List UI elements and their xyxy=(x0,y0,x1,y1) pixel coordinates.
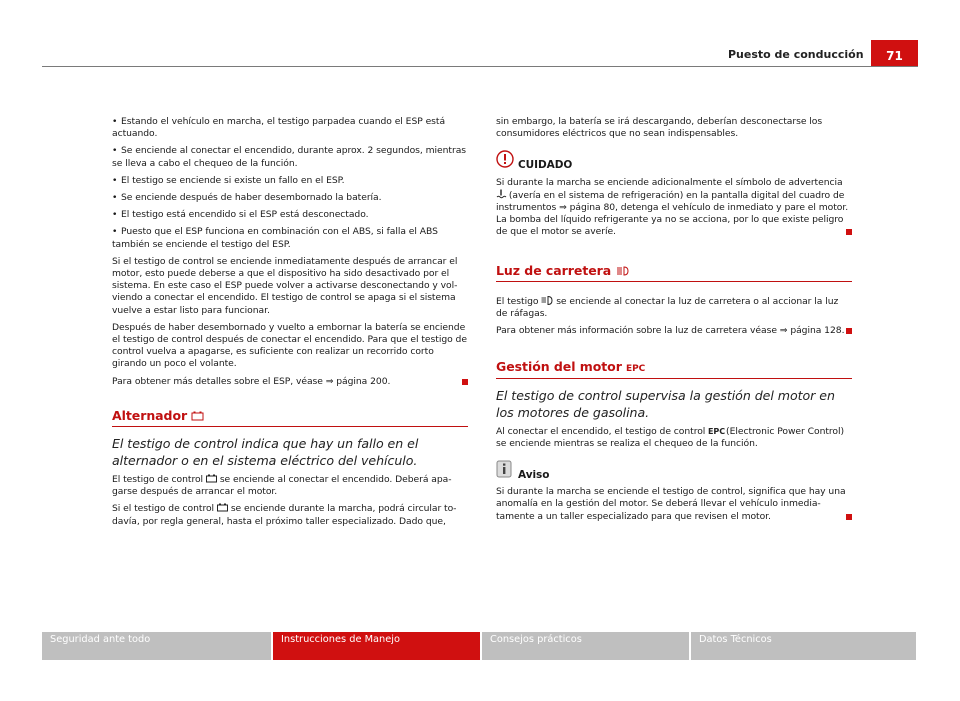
battery-icon xyxy=(191,411,204,421)
battery-icon xyxy=(217,503,228,512)
footer-tabs xyxy=(42,632,918,660)
end-marker xyxy=(846,514,852,520)
section-lead: El testigo de control supervisa la gestión del motor en los motores de gasolina. xyxy=(496,387,835,420)
tab-consejos[interactable]: Consejos prácticos xyxy=(482,632,689,660)
aviso-box xyxy=(496,464,852,523)
svg-text:EPC: EPC xyxy=(626,364,646,375)
paragraph: El testigo de control se enciende al conectar el encendido. Deberá apagarse después de arrancar el motor. xyxy=(112,474,452,498)
warning-icon xyxy=(496,150,514,168)
right-column xyxy=(496,116,852,528)
tab-datos[interactable]: Datos Técnicos xyxy=(691,632,916,660)
paragraph: Después de haber desembornado y vuelto a embornar la batería se enciende el testigo de control después de conectar el encendido. Para que el testigo de control vuelva a apagarse, es suficiente con realizar un recorrido corto girando un poco el volante. xyxy=(112,321,467,370)
high-beam-icon xyxy=(541,296,553,305)
paragraph: Si el testigo de control se enciende durante la marcha, podrá circular todavía, por regla general, hasta el próximo taller especializado. Dado que, xyxy=(112,503,457,527)
info-icon xyxy=(496,460,512,478)
cuidado-text: Si durante la marcha se enciende adicionalmente el símbolo de advertencia (avería en el sistema de refrigeración) en la pantalla digital del cuadro de instrumentos ⇒ página 80, detenga el vehículo de inmediato y pare el motor. La bomba del líquido refrigerante ya no se acciona, por lo que existe peligro de que el motor se averíe. xyxy=(496,177,852,239)
cuidado-title: CUIDADO xyxy=(518,159,573,172)
paragraph: Si el testigo de control se enciende inmediatamente después de arrancar el motor, esto puede deberse a que el dispositivo ha sido desactivado por el sistema. En este caso el ESP puede volver a activarse desconectando y volviendo a conectar el encendido. El testigo de control se apaga si el sistema vuelve a estar listo para funcionar. xyxy=(112,255,458,316)
section-heading-alternador: Alternador xyxy=(112,410,468,422)
epc-icon xyxy=(626,362,646,375)
paragraph: Al conectar el encendido, el testigo de control EPC (Electronic Power Control) se enciende mientras se realiza el chequeo de la función. xyxy=(496,425,845,449)
bullet-item: • Estando el vehículo en marcha, el testigo parpadea cuando el ESP está actuando. xyxy=(112,116,446,140)
cuidado-box xyxy=(496,154,852,238)
coolant-temperature-icon xyxy=(496,189,506,199)
end-marker xyxy=(462,379,468,385)
section-rule xyxy=(496,281,852,282)
page-number: 71 xyxy=(871,40,918,67)
end-marker xyxy=(846,328,852,334)
paragraph: Para obtener más información sobre la luz de carretera véase ⇒ página 128. xyxy=(496,325,852,337)
bullet-item: • Puesto que el ESP funciona en combinación con el ABS, si falla el ABS también se enciende el testigo del ESP. xyxy=(112,226,438,250)
section-rule xyxy=(112,426,468,427)
battery-icon xyxy=(206,474,217,483)
section-heading-luz-carretera: Luz de carretera xyxy=(496,265,852,277)
end-marker xyxy=(846,229,852,235)
section-lead: El testigo de control indica que hay un fallo en el alternador o en el sistema eléctrico del vehículo. xyxy=(112,436,419,469)
paragraph: El testigo se enciende al conectar la luz de carretera o al accionar la luz de ráfagas. xyxy=(496,295,839,320)
section-heading-gestion-motor: Gestión del motor EPC xyxy=(496,359,646,375)
aviso-title: Aviso xyxy=(518,469,550,482)
svg-text:EPC: EPC xyxy=(708,426,726,436)
page-header-title: Puesto de conducción xyxy=(728,48,864,61)
bullet-item: • Se enciende después de haber desembornado la batería. xyxy=(112,192,382,204)
header-rule xyxy=(42,66,918,67)
paragraph-esp-ref: Para obtener más detalles sobre el ESP, véase ⇒ página 200. xyxy=(112,376,468,388)
bullet-item: • Se enciende al conectar el encendido, durante aprox. 2 segundos, mientras se lleva a cabo el chequeo de la función. xyxy=(112,145,467,169)
tab-instrucciones[interactable]: Instrucciones de Manejo xyxy=(273,632,480,660)
aviso-text: Si durante la marcha se enciende el testigo de control, significa que hay una anomalía en la gestión del motor. Se deberá llevar el vehículo inmediatamente a un taller especializado para que revisen el motor. xyxy=(496,486,852,523)
paragraph: sin embargo, la batería se irá descargando, deberían desconectarse los consumidores eléctricos que no sean indispensables. xyxy=(496,116,823,140)
bullet-item: • El testigo se enciende si existe un fallo en el ESP. xyxy=(112,174,345,186)
epc-icon xyxy=(708,426,726,436)
high-beam-icon xyxy=(616,266,630,276)
tab-seguridad[interactable]: Seguridad ante todo xyxy=(42,632,271,660)
left-column xyxy=(112,116,468,533)
section-rule xyxy=(496,378,852,379)
bullet-item: • El testigo está encendido si el ESP está desconectado. xyxy=(112,209,369,221)
